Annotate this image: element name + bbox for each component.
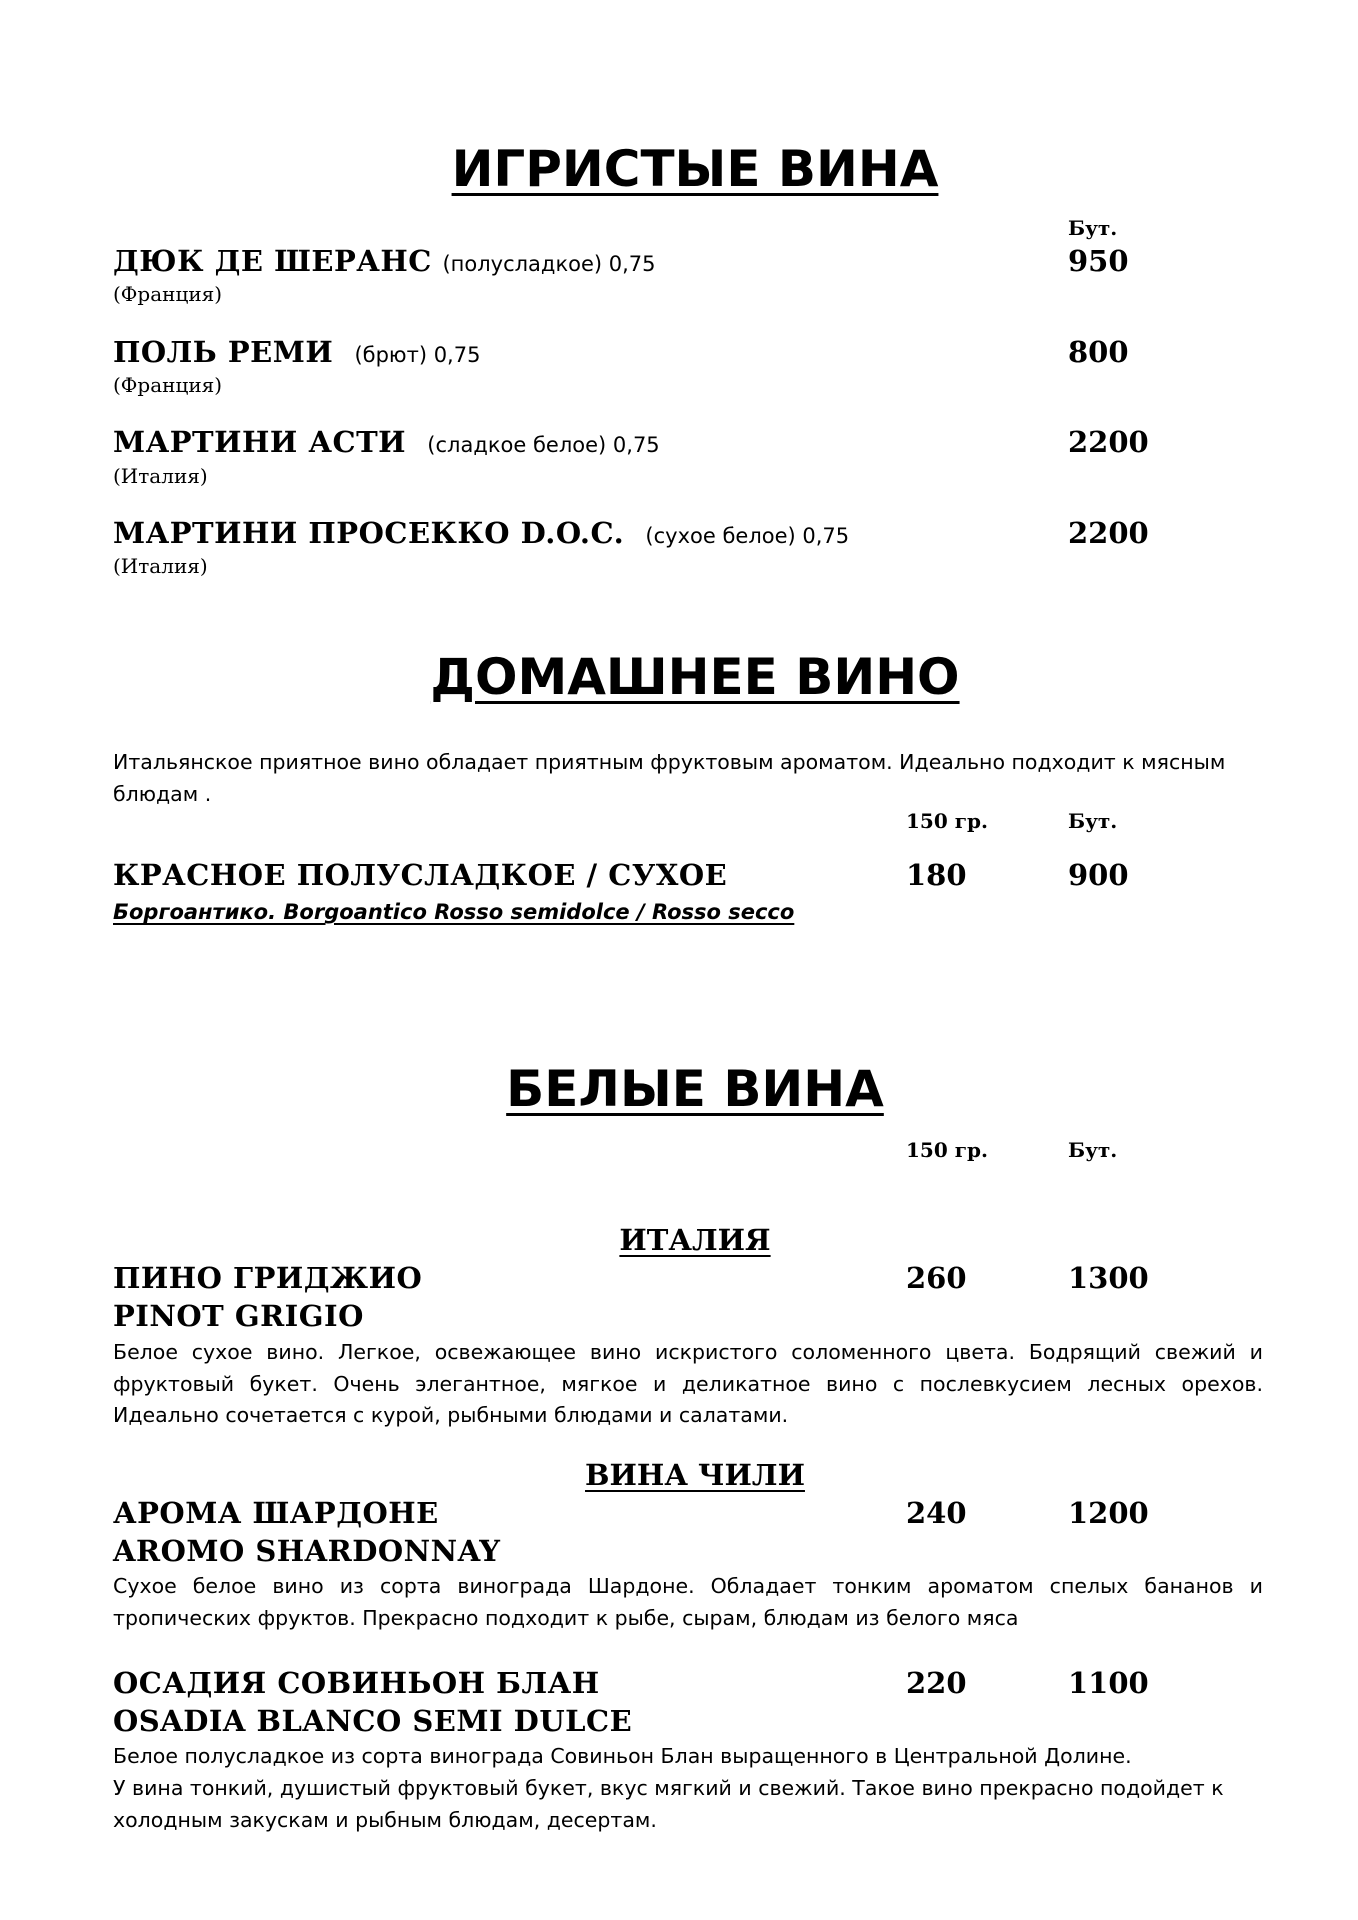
- house-item-glass-price: 180: [906, 858, 967, 892]
- chile-wine-1-description: Сухое белое вино из сорта винограда Шардоне. Обладает тонким ароматом спелых бананов и тропических фруктов. Прекрасно подходит к рыбе, сырам, блюдам из белого мяса: [113, 1574, 1263, 1630]
- house-item-name: КРАСНОЕ ПОЛУСЛАДКОЕ / СУХОЕ: [113, 858, 728, 892]
- chile-wine-1-glass-price: 240: [906, 1496, 967, 1530]
- sparkling-item-4-name: МАРТИНИ ПРОСЕККО D.O.C. (сухое белое) 0,75: [113, 516, 850, 550]
- sparkling-item-3-name: МАРТИНИ АСТИ (сладкое белое) 0,75: [113, 425, 660, 459]
- house-bottle-column-header: Бут.: [1068, 809, 1118, 833]
- chile-wine-2-description-line-3: холодным закускам и рыбным блюдам, десертам.: [113, 1808, 657, 1832]
- sparkling-section-title: ИГРИСТЫЕ ВИНА: [451, 140, 939, 198]
- house-item-subtitle: Боргоантико. Borgoantico Rosso semidolce / Rosso secco: [113, 900, 795, 924]
- sparkling-item-3-note: (сладкое белое) 0,75: [427, 433, 660, 457]
- italy-wine-name-en: PINOT GRIGIO: [113, 1299, 364, 1333]
- sparkling-item-1-name: ДЮК ДЕ ШЕРАНС (полусладкое) 0,75: [113, 244, 656, 278]
- sparkling-item-2-name: ПОЛЬ РЕМИ (брют) 0,75: [113, 335, 481, 369]
- chile-wine-2-name-en: OSADIA BLANCO SEMI DULCE: [113, 1704, 633, 1738]
- chile-wine-1-name-ru: АРОМА ШАРДОНЕ: [113, 1496, 439, 1530]
- region-heading-chile: ВИНА ЧИЛИ: [585, 1458, 805, 1492]
- chile-wine-2-name-ru: ОСАДИЯ СОВИНЬОН БЛАН: [113, 1666, 600, 1700]
- sparkling-item-2-origin: (Франция): [113, 373, 223, 397]
- sparkling-bottle-column-header: Бут.: [1068, 216, 1118, 240]
- house-intro-line-2: блюдам .: [113, 782, 212, 806]
- sparkling-item-3-origin: (Италия): [113, 464, 208, 488]
- sparkling-item-4-note: (сухое белое) 0,75: [645, 524, 850, 548]
- chile-wine-2-description-line-1: Белое полусладкое из сорта винограда Совиньон Блан выращенного в Центральной Долине.: [113, 1744, 1132, 1768]
- house-glass-column-header: 150 гр.: [906, 809, 988, 833]
- sparkling-item-2-note: (брют) 0,75: [354, 343, 481, 367]
- sparkling-item-3-bottle-price: 2200: [1068, 425, 1149, 459]
- sparkling-item-4-bottle-price: 2200: [1068, 516, 1149, 550]
- house-intro-line-1: Итальянское приятное вино обладает приятным фруктовым ароматом. Идеально подходит к мясным: [113, 750, 1226, 774]
- chile-wine-2-glass-price: 220: [906, 1666, 967, 1700]
- sparkling-item-1-bottle-price: 950: [1068, 244, 1129, 278]
- white-glass-column-header: 150 гр.: [906, 1138, 988, 1162]
- chile-wine-2-bottle-price: 1100: [1068, 1666, 1149, 1700]
- chile-wine-1-name-en: AROMO SHARDONNAY: [113, 1534, 501, 1568]
- sparkling-item-2-bottle-price: 800: [1068, 335, 1129, 369]
- chile-wine-1-bottle-price: 1200: [1068, 1496, 1149, 1530]
- sparkling-item-4-origin: (Италия): [113, 554, 208, 578]
- sparkling-item-1-origin: (Франция): [113, 282, 223, 306]
- white-bottle-column-header: Бут.: [1068, 1138, 1118, 1162]
- italy-wine-glass-price: 260: [906, 1261, 967, 1295]
- italy-wine-description: Белое сухое вино. Легкое, освежающее вино искристого соломенного цвета. Бодрящий свежий и фруктовый букет. Очень элегантное, мягкое и деликатное вино с послевкусием лесных орехов. Идеально сочетается с курой, рыбными блюдами и салатами.: [113, 1340, 1263, 1427]
- chile-wine-2-description-line-2: У вина тонкий, душистый фруктовый букет, вкус мягкий и свежий. Такое вино прекрасно подойдет к: [113, 1776, 1224, 1800]
- italy-wine-name-ru: ПИНО ГРИДЖИО: [113, 1261, 423, 1295]
- white-section-title: БЕЛЫЕ ВИНА: [506, 1060, 884, 1118]
- italy-wine-bottle-price: 1300: [1068, 1261, 1149, 1295]
- region-heading-italy: ИТАЛИЯ: [619, 1223, 771, 1257]
- sparkling-item-1-note: (полусладкое) 0,75: [442, 252, 656, 276]
- house-item-bottle-price: 900: [1068, 858, 1129, 892]
- house-section-title: ДОМАШНЕЕ ВИНО: [430, 648, 960, 706]
